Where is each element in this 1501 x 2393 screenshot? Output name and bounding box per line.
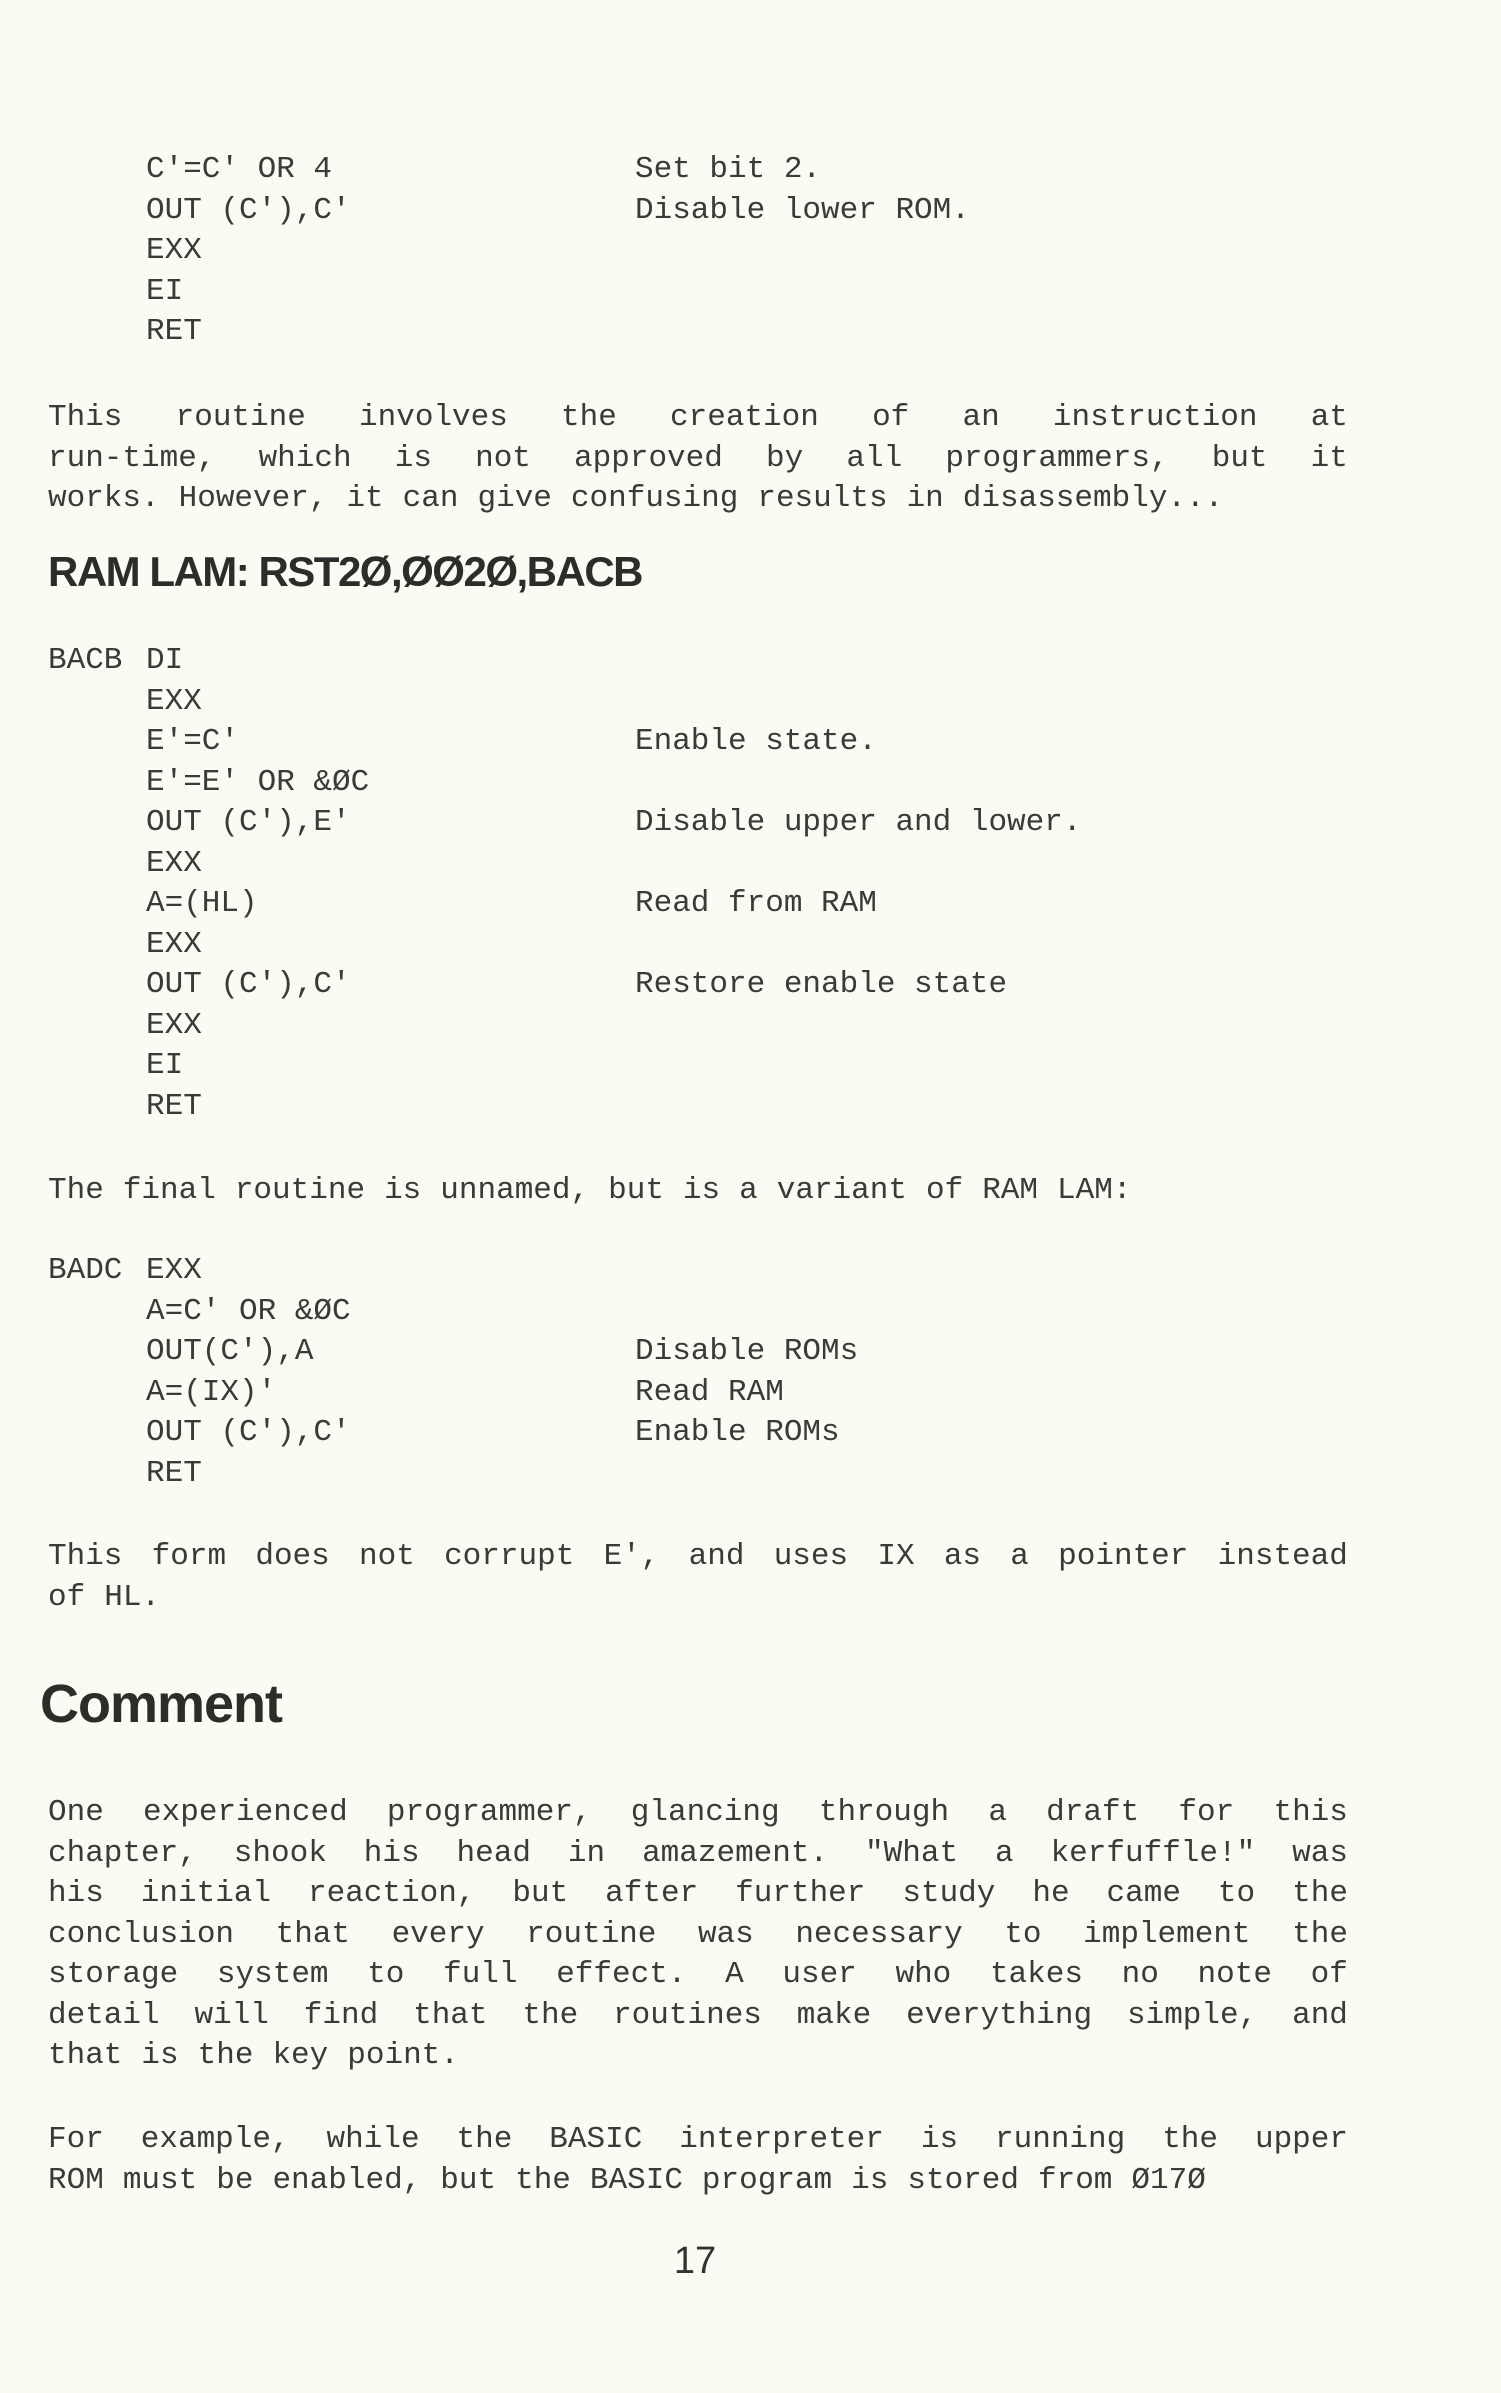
paragraph-line bbox=[48, 1996, 1348, 2037]
word: no bbox=[1121, 1957, 1159, 1992]
word: is bbox=[851, 2162, 889, 2198]
code-line bbox=[0, 231, 1501, 272]
word: routines bbox=[613, 1997, 762, 2033]
word: storage bbox=[48, 1957, 179, 1992]
word: which bbox=[258, 440, 352, 476]
paragraph-example bbox=[48, 2120, 1348, 2201]
paragraph-runtime-note bbox=[48, 398, 1348, 520]
word: can bbox=[402, 481, 459, 516]
word: disassembly... bbox=[962, 481, 1224, 516]
word: running bbox=[995, 2122, 1126, 2157]
word: programmer, bbox=[386, 1795, 592, 1830]
word: amazement. bbox=[642, 1835, 829, 1871]
paragraph-line bbox=[48, 479, 1348, 520]
word: must bbox=[122, 2162, 198, 2198]
word: it bbox=[1310, 440, 1348, 476]
word: but bbox=[1211, 440, 1268, 476]
word: effect. bbox=[556, 1957, 687, 1992]
word: This bbox=[48, 400, 123, 435]
word: will bbox=[194, 1997, 269, 2033]
word: One bbox=[48, 1795, 104, 1830]
code-line bbox=[0, 884, 1501, 925]
word: everything bbox=[906, 1997, 1093, 2033]
code-comment: Set bit 2. bbox=[635, 152, 822, 187]
word: of bbox=[872, 400, 910, 435]
paragraph-line bbox=[48, 1578, 1348, 1619]
word: a bbox=[1010, 1539, 1029, 1574]
word: the bbox=[522, 1997, 579, 2033]
word: came bbox=[1106, 1876, 1181, 1911]
code-comment: Read RAM bbox=[635, 1374, 784, 1410]
heading-comment: Comment bbox=[40, 1674, 283, 1734]
code-listing-rom-disable bbox=[0, 150, 1501, 353]
code-line bbox=[0, 641, 1501, 682]
word: but bbox=[440, 2162, 497, 2198]
paragraph-final-routine bbox=[48, 1171, 1348, 1212]
word: does bbox=[255, 1539, 330, 1574]
word: shook bbox=[233, 1835, 327, 1871]
word: not bbox=[475, 440, 531, 476]
code-instruction: OUT (C'),C' bbox=[146, 192, 351, 228]
word: not bbox=[359, 1539, 415, 1574]
word: corrupt bbox=[444, 1539, 575, 1574]
word: through bbox=[818, 1795, 950, 1830]
word: experienced bbox=[143, 1795, 348, 1830]
word: However, bbox=[178, 481, 328, 516]
code-instruction: RET bbox=[146, 1088, 202, 1124]
code-comment: Restore enable state bbox=[635, 967, 1008, 1002]
word: unnamed, bbox=[440, 1173, 590, 1208]
word: is bbox=[682, 1173, 721, 1208]
word: initial bbox=[140, 1876, 272, 1911]
word: example, bbox=[140, 2122, 290, 2157]
paragraph-line bbox=[48, 1874, 1348, 1915]
code-address: BACB bbox=[48, 643, 123, 678]
word: This bbox=[48, 1539, 123, 1574]
code-instruction: OUT(C'),A bbox=[146, 1334, 314, 1369]
paragraph-line bbox=[48, 1537, 1348, 1578]
paragraph-line bbox=[48, 1171, 1348, 1212]
word: is bbox=[394, 440, 432, 476]
word: he bbox=[1032, 1876, 1070, 1911]
word: conclusion bbox=[48, 1916, 235, 1952]
word: for bbox=[1178, 1795, 1235, 1830]
word: instruction bbox=[1052, 400, 1258, 435]
code-line bbox=[0, 1251, 1501, 1292]
code-instruction: C'=C' OR 4 bbox=[146, 152, 333, 187]
word: routine bbox=[175, 400, 306, 435]
word: and bbox=[1292, 1997, 1348, 2033]
word: key bbox=[272, 2038, 329, 2073]
word: the bbox=[456, 2122, 513, 2157]
paragraph-line bbox=[48, 398, 1348, 439]
word: that bbox=[275, 1916, 351, 1952]
code-instruction: EXX bbox=[146, 683, 202, 719]
word: implement bbox=[1083, 1916, 1251, 1952]
word: of bbox=[925, 1173, 964, 1208]
code-instruction: EXX bbox=[146, 233, 202, 268]
word: further bbox=[735, 1876, 866, 1911]
word: The bbox=[48, 1173, 104, 1208]
word: A bbox=[725, 1957, 744, 1992]
word: that bbox=[413, 1997, 488, 2033]
word: variant bbox=[776, 1173, 907, 1208]
word: approved bbox=[574, 440, 723, 476]
code-instruction: OUT (C'),C' bbox=[146, 1415, 351, 1450]
code-listing-ram-lam bbox=[0, 641, 1501, 1127]
word: form bbox=[151, 1539, 227, 1574]
word: results bbox=[757, 481, 888, 516]
word: but bbox=[608, 1173, 664, 1208]
word: interpreter bbox=[679, 2122, 884, 2157]
code-line bbox=[0, 1454, 1501, 1495]
code-line bbox=[0, 844, 1501, 885]
paragraph-line bbox=[48, 2120, 1348, 2161]
code-line bbox=[0, 1046, 1501, 1087]
word: is bbox=[384, 1173, 422, 1208]
code-line bbox=[0, 1413, 1501, 1454]
code-instruction: EXX bbox=[146, 1007, 202, 1043]
word: the bbox=[1292, 1876, 1348, 1911]
code-line bbox=[0, 1292, 1501, 1333]
word: all bbox=[846, 440, 903, 476]
word: was bbox=[1292, 1835, 1348, 1871]
word: BASIC bbox=[549, 2122, 643, 2157]
word: run-time, bbox=[48, 440, 216, 476]
word: glancing bbox=[630, 1795, 780, 1830]
word: from bbox=[1038, 2162, 1113, 2198]
word: confusing bbox=[570, 481, 739, 516]
word: to bbox=[1004, 1916, 1042, 1952]
code-line bbox=[0, 925, 1501, 966]
word: to bbox=[1217, 1876, 1256, 1911]
word: kerfuffle!" bbox=[1050, 1835, 1256, 1871]
word: was bbox=[697, 1916, 754, 1952]
word: every bbox=[391, 1916, 485, 1952]
word: takes bbox=[989, 1957, 1083, 1992]
word: user bbox=[782, 1957, 857, 1992]
word: and bbox=[688, 1539, 745, 1574]
word: this bbox=[1273, 1795, 1348, 1830]
paragraph-line bbox=[48, 1834, 1348, 1875]
code-line bbox=[0, 272, 1501, 313]
word: a bbox=[988, 1795, 1007, 1830]
word: detail bbox=[48, 1997, 160, 2033]
code-line bbox=[0, 965, 1501, 1006]
paragraph-comment bbox=[48, 1793, 1348, 2077]
code-line bbox=[0, 803, 1501, 844]
code-instruction: A=C' OR &ØC bbox=[146, 1293, 351, 1329]
paragraph-form-note bbox=[48, 1537, 1348, 1618]
word: that bbox=[48, 2038, 123, 2073]
word: system bbox=[216, 1957, 329, 1992]
word: necessary bbox=[795, 1916, 963, 1952]
word: of bbox=[48, 1579, 86, 1615]
word: involves bbox=[359, 400, 508, 435]
word: BASIC bbox=[589, 2162, 683, 2198]
word: find bbox=[303, 1997, 379, 2033]
code-line bbox=[0, 722, 1501, 763]
word: RAM bbox=[982, 1173, 1039, 1208]
code-line bbox=[0, 763, 1501, 804]
code-instruction: EI bbox=[146, 273, 184, 309]
word: full bbox=[443, 1957, 518, 1992]
code-instruction: DI bbox=[146, 643, 184, 678]
word: it bbox=[346, 481, 384, 516]
word: the bbox=[561, 400, 617, 435]
code-address: BADC bbox=[48, 1253, 123, 1288]
word: after bbox=[605, 1876, 699, 1911]
code-instruction: EI bbox=[146, 1048, 184, 1083]
code-instruction: RET bbox=[146, 1455, 202, 1491]
word: ROM bbox=[48, 2162, 104, 2198]
word: HL. bbox=[104, 1579, 161, 1615]
word: head bbox=[456, 1835, 531, 1871]
word: by bbox=[766, 440, 804, 476]
code-line bbox=[0, 1373, 1501, 1414]
word: stored bbox=[907, 2162, 1019, 2198]
word: Ø17Ø bbox=[1131, 2162, 1206, 2198]
word: E', bbox=[603, 1539, 660, 1574]
word: routine bbox=[234, 1173, 366, 1208]
word: give bbox=[477, 481, 552, 516]
code-line bbox=[0, 150, 1501, 191]
word: but bbox=[512, 1876, 569, 1911]
code-instruction: RET bbox=[146, 314, 202, 349]
word: upper bbox=[1254, 2122, 1348, 2157]
word: For bbox=[48, 2122, 104, 2157]
code-comment: Enable state. bbox=[635, 724, 877, 759]
code-line bbox=[0, 1006, 1501, 1047]
word: the bbox=[197, 2038, 254, 2073]
word: of bbox=[1310, 1957, 1348, 1992]
word: draft bbox=[1046, 1795, 1140, 1830]
word: the bbox=[1292, 1916, 1348, 1952]
code-instruction: OUT (C'),C' bbox=[146, 967, 351, 1002]
code-comment: Enable ROMs bbox=[635, 1415, 840, 1450]
word: in bbox=[906, 481, 944, 516]
word: his bbox=[363, 1835, 420, 1871]
code-line bbox=[0, 191, 1501, 232]
word: point. bbox=[347, 2038, 459, 2073]
word: the bbox=[1162, 2122, 1219, 2157]
word: an bbox=[962, 400, 1000, 435]
word: final bbox=[122, 1173, 216, 1208]
code-instruction: A=(HL) bbox=[146, 886, 258, 921]
word: while bbox=[326, 2122, 420, 2157]
code-instruction: EXX bbox=[146, 845, 202, 881]
word: who bbox=[895, 1957, 952, 1992]
word: LAM: bbox=[1057, 1173, 1132, 1208]
heading-ram-lam: RAM LAM: RST2Ø,ØØ2Ø,BACB bbox=[48, 548, 642, 595]
word: is bbox=[920, 2122, 959, 2157]
code-instruction: E'=E' OR &ØC bbox=[146, 764, 370, 800]
word: make bbox=[796, 1997, 872, 2033]
paragraph-line bbox=[48, 2036, 1348, 2077]
word: in bbox=[567, 1835, 606, 1871]
code-comment: Disable ROMs bbox=[635, 1334, 859, 1369]
code-instruction: EXX bbox=[146, 1253, 202, 1288]
word: program bbox=[701, 2162, 833, 2198]
code-instruction: OUT (C'),E' bbox=[146, 805, 351, 840]
word: simple, bbox=[1126, 1997, 1258, 2033]
word: routine bbox=[526, 1916, 657, 1952]
code-line bbox=[0, 1332, 1501, 1373]
word: enabled, bbox=[272, 2162, 422, 2198]
word: IX bbox=[877, 1539, 915, 1574]
code-instruction: EXX bbox=[146, 926, 202, 962]
code-instruction: E'=C' bbox=[146, 724, 240, 759]
word: to bbox=[367, 1957, 405, 1992]
word: as bbox=[943, 1539, 982, 1574]
code-line bbox=[0, 312, 1501, 353]
word: the bbox=[515, 2162, 571, 2198]
word: his bbox=[48, 1876, 104, 1911]
code-line bbox=[0, 682, 1501, 723]
word: be bbox=[216, 2162, 254, 2198]
word: at bbox=[1310, 400, 1348, 435]
code-instruction: A=(IX)' bbox=[146, 1374, 277, 1410]
word: chapter, bbox=[48, 1835, 197, 1871]
paragraph-line bbox=[48, 2161, 1348, 2202]
word: reaction, bbox=[307, 1876, 476, 1911]
word: study bbox=[902, 1876, 996, 1911]
word: "What bbox=[865, 1835, 959, 1871]
word: note bbox=[1197, 1957, 1272, 1992]
code-comment: Disable upper and lower. bbox=[635, 805, 1082, 840]
paragraph-line bbox=[48, 1793, 1348, 1834]
word: a bbox=[995, 1835, 1014, 1871]
paragraph-line bbox=[48, 1915, 1348, 1956]
word: is bbox=[141, 2038, 179, 2073]
word: programmers, bbox=[945, 440, 1169, 476]
word: pointer bbox=[1058, 1539, 1189, 1574]
code-comment: Read from RAM bbox=[635, 886, 877, 921]
code-comment: Disable lower ROM. bbox=[635, 192, 970, 228]
word: uses bbox=[773, 1539, 849, 1574]
word: instead bbox=[1217, 1539, 1348, 1574]
word: a bbox=[739, 1173, 758, 1208]
paragraph-line bbox=[48, 1955, 1348, 1996]
code-listing-badc bbox=[0, 1251, 1501, 1494]
word: creation bbox=[670, 400, 819, 435]
code-line bbox=[0, 1087, 1501, 1128]
page-number: 17 bbox=[673, 2240, 717, 2282]
paragraph-line bbox=[48, 439, 1348, 480]
word: works. bbox=[48, 481, 160, 516]
